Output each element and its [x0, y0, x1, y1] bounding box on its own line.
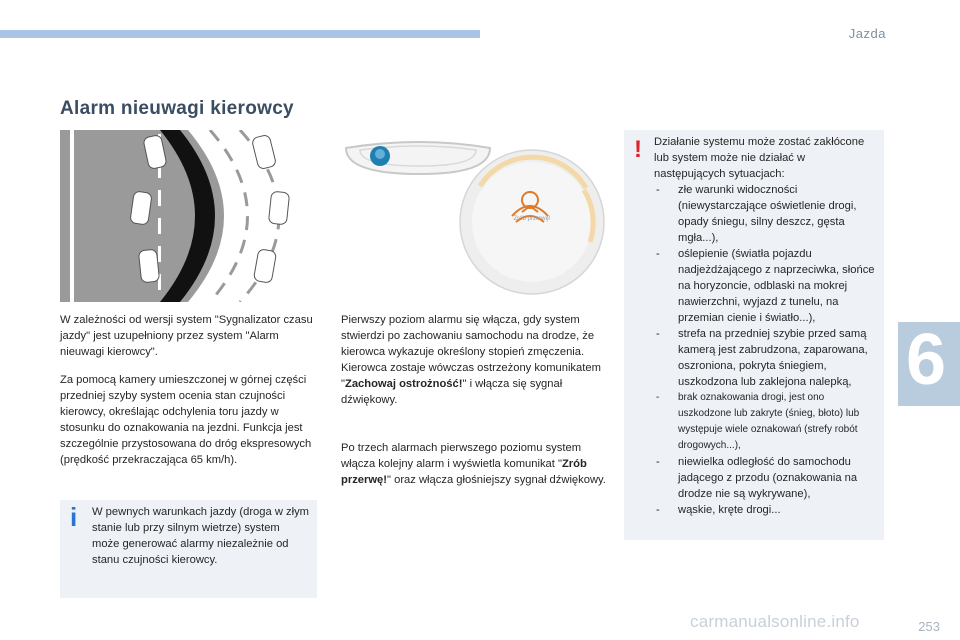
list-item: - złe warunki widoczności (niewystarczające oświetlenie drogi, opady śniegu, silny deszcz, gęsta mgła...),	[654, 182, 880, 246]
camera-paragraph: Za pomocą kamery umieszczonej w górnej części przedniej szyby system ocenia stan czujności kierowcy, określając odchylenia toru jazdy w stosunku do oznakowania na jezdni. Funkcja jest szczególnie przystosowana do dróg ekspresowych (prędkość przekraczająca 65 km/h).	[60, 374, 312, 466]
first-level-text: Pierwszy poziom alarmu się włącza, gdy system stwierdzi po zachowaniu samochodu na drodze, że kierowca wykazuje określony stopień zmęczenia.	[341, 314, 595, 358]
second-level-prefix: Po trzech alarmach pierwszego poziomu system włącza kolejny alarm i wyświetla komunikat "	[341, 442, 582, 470]
first-level-warning-prefix: Kierowca zostaje wówczas ostrzeżony komunikatem "	[341, 362, 601, 390]
road-svg	[60, 130, 317, 302]
info-text: W pewnych warunkach jazdy (droga w złym stanie lub przy silnym wietrze) system może generować alarmy niezależnie od stanu czujności kierowcy.	[92, 506, 309, 566]
intro-paragraph: W zależności od wersji system "Sygnalizator czasu jazdy" jest uzupełniony przez system "Alarm nieuwagi kierowcy".	[60, 314, 313, 358]
info-box	[60, 500, 317, 598]
second-level-message: Zrób przerwę!	[341, 458, 587, 486]
section-label: Jazda	[848, 26, 886, 41]
list-item: - brak oznakowania drogi, jest ono uszkodzone lub zakryte (śnieg, błoto) lub występuje wiele oznakowań (strefy robót drogowych...),	[654, 390, 880, 454]
list-item: - wąskie, kręte drogi...	[654, 502, 880, 518]
second-level-suffix: " oraz włącza głośniejszy sygnał dźwiękowy.	[387, 474, 606, 486]
warning-intro: Działanie systemu może zostać zakłócone lub system może nie działać w następujących sytuacjach:	[654, 136, 865, 180]
first-level-warning-suffix: " i włącza się sygnał dźwiękowy.	[341, 378, 563, 406]
page-number: 253	[918, 619, 940, 634]
second-level-paragraph	[341, 440, 606, 488]
warning-list	[654, 182, 880, 518]
page-title: Alarm nieuwagi kierowcy	[60, 98, 294, 119]
display-message: Zrób przerwę!	[513, 216, 551, 222]
exclamation-icon: !	[634, 136, 642, 163]
first-level-paragraph	[341, 312, 606, 408]
watermark: carmanualsonline.info	[690, 612, 860, 631]
list-item: - strefa na przedniej szybie przed samą kamerą jest zabrudzona, zaparowana, oszroniona, pokryta śniegiem, uszkodzona lub zaklejona nalepką,	[654, 326, 880, 390]
chapter-tab	[898, 322, 960, 406]
list-item: - niewielka odległość do samochodu jadącego z przodu (oznakowania na drodze nie są wykrywane),	[654, 454, 880, 502]
camera-display-illustration	[340, 130, 610, 302]
info-icon: i	[70, 502, 78, 532]
warning-box	[624, 130, 884, 540]
top-accent-bar	[0, 30, 480, 38]
list-item: - oślepienie (światła pojazdu nadjeżdżającego z naprzeciwka, słońce na horyzoncie, odblaski na mokrej nawierzchni, wyjazd z tunelu, na przemian cienie i światło...),	[654, 246, 880, 326]
first-level-message: Zachowaj ostrożność!	[344, 378, 463, 390]
chapter-number: 6	[906, 320, 947, 400]
road-drift-illustration	[60, 130, 317, 302]
